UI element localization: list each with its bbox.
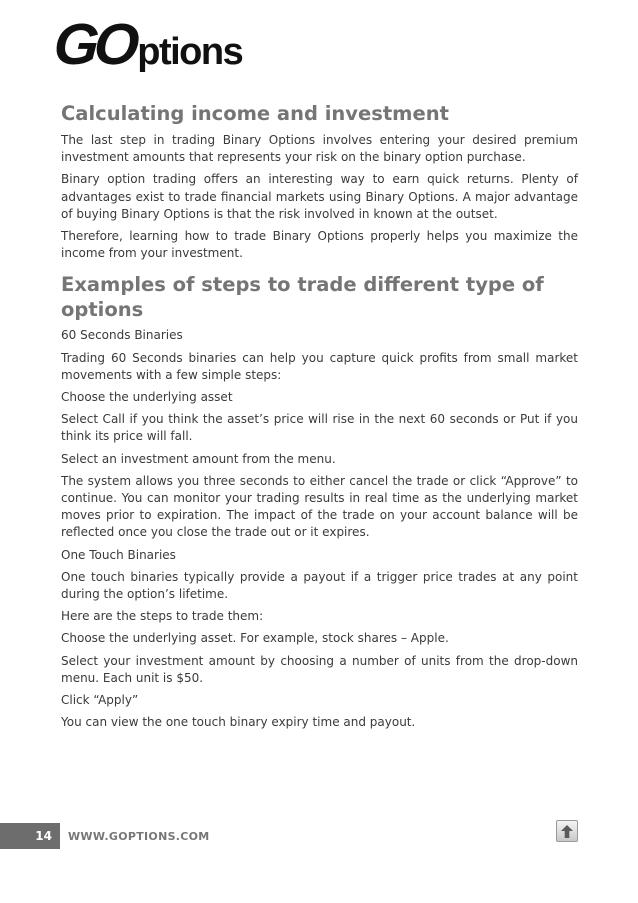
goptions-logo bbox=[51, 12, 243, 77]
paragraph: Binary option trading offers an interesting way to earn quick returns. Plenty of advantages exist to trade financial markets using Binary Options. A major advantage of buying Binary Options is that the risk involved in known at the outset. bbox=[61, 172, 578, 221]
logo-ptions: ptions bbox=[137, 31, 243, 73]
step-item: Choose the underlying asset. For example, stock shares – Apple. bbox=[61, 631, 449, 646]
paragraph: Trading 60 Seconds binaries can help you capture quick profits from small market movements with a few simple steps: bbox=[61, 350, 578, 382]
step-item: Select Call if you think the asset’s price will rise in the next 60 seconds or Put if you think its price will fall. bbox=[61, 412, 578, 444]
section-heading-examples: Examples of steps to trade different type of options bbox=[61, 273, 544, 322]
paragraph: One touch binaries typically provide a payout if a trigger price trades at any point during the option’s lifetime. bbox=[61, 569, 578, 602]
logo-go: GO bbox=[51, 12, 137, 77]
step-item: Select your investment amount by choosing a number of units from the drop-down menu. Each unit is $50. bbox=[61, 653, 578, 685]
page-content bbox=[61, 101, 578, 736]
section-heading-income: Calculating income and investment bbox=[61, 102, 449, 125]
step-item: Click “Apply” bbox=[61, 693, 139, 708]
step-item: Select an investment amount from the menu. bbox=[61, 451, 336, 466]
paragraph: The system allows you three seconds to either cancel the trade or click “Approve” to continue. You can monitor your trading results in real time as the underlying market moves prior to expiration. The impact of the trade on your account balance will be reflected once you close the trade out or it expires. bbox=[61, 473, 578, 540]
subheading-60-seconds: 60 Seconds Binaries bbox=[61, 328, 183, 343]
paragraph: The last step in trading Binary Options involves entering your desired premium investment amounts that represents your risk on the binary option purchase. bbox=[61, 133, 578, 165]
arrow-up-icon bbox=[561, 825, 573, 838]
footer-url-link[interactable]: WWW.GOPTIONS.COM bbox=[68, 829, 210, 843]
paragraph: You can view the one touch binary expiry time and payout. bbox=[61, 715, 416, 730]
scroll-top-button[interactable] bbox=[556, 820, 578, 842]
paragraph: Therefore, learning how to trade Binary Options properly helps you maximize the income from your investment. bbox=[61, 229, 578, 261]
paragraph: Here are the steps to trade them: bbox=[61, 609, 264, 624]
step-item: Choose the underlying asset bbox=[61, 390, 233, 405]
page-number: 14 bbox=[0, 823, 60, 849]
subheading-one-touch: One Touch Binaries bbox=[61, 547, 176, 562]
